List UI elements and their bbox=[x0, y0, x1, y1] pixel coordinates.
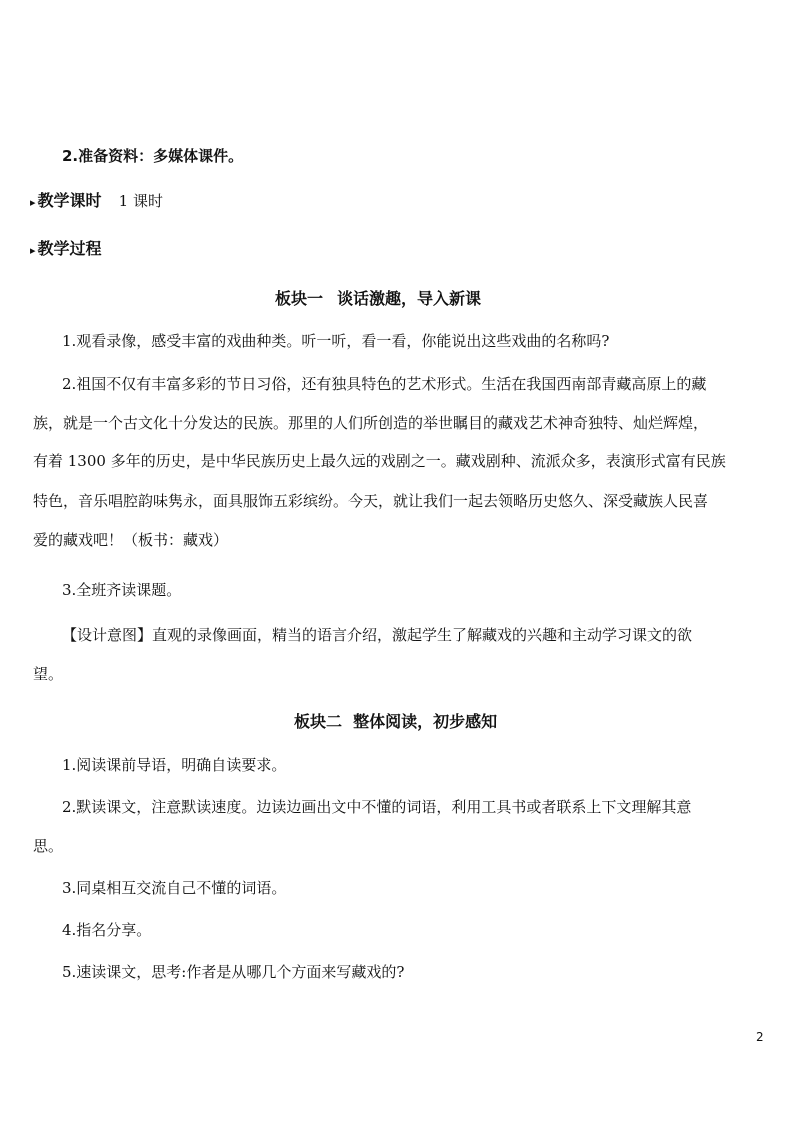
block1-paragraph-2-line-2: 族，就是一个古文化十分发达的民族。那里的人们所创造的举世瞩目的藏戏艺术神奇独特、灿烂辉煌， bbox=[33, 414, 709, 432]
prep-item-2: 2.准备资料：多媒体课件。 bbox=[62, 147, 244, 165]
block1-paragraph-2-line-5: 爱的藏戏吧！（板书：藏戏） bbox=[33, 531, 229, 549]
block1-heading-part-b: 谈话激趣，导入新课 bbox=[337, 289, 482, 308]
block1-paragraph-1: 1.观看录像，感受丰富的戏曲种类。听一听，看一看，你能说出这些戏曲的名称吗? bbox=[62, 332, 610, 350]
block1-heading-part-a: 板块一 bbox=[275, 289, 324, 308]
page-number: 2 bbox=[756, 1030, 764, 1044]
design-intent-line-2: 望。 bbox=[33, 665, 64, 683]
block2-paragraph-3: 3.同桌相互交流自己不懂的词语。 bbox=[62, 879, 287, 897]
block2-paragraph-2-line-2: 思。 bbox=[33, 837, 64, 855]
block2-heading: 板块二 整体阅读，初步感知 bbox=[294, 712, 498, 731]
block2-paragraph-5: 5.速读课文，思考:作者是从哪几个方面来写藏戏的? bbox=[62, 963, 405, 981]
block2-paragraph-4: 4.指名分享。 bbox=[62, 921, 152, 939]
block1-paragraph-2-line-1: 2.祖国不仅有丰富多彩的节日习俗，还有独具特色的艺术形式。生活在我国西南部青藏高原上的藏 bbox=[62, 375, 707, 393]
block1-paragraph-2-line-4: 特色，音乐唱腔韵味隽永，面具服饰五彩缤纷。今天，就让我们一起去领略历史悠久、深受藏族人民喜 bbox=[33, 492, 709, 510]
section-title: 教学课时 bbox=[37, 191, 102, 210]
section-teaching-period bbox=[30, 188, 163, 211]
period-value: 1 课时 bbox=[118, 192, 163, 210]
block2-paragraph-1: 1.阅读课前导语，明确自读要求。 bbox=[62, 756, 287, 774]
section-title: 教学过程 bbox=[37, 239, 102, 258]
design-intent-line-1: 【设计意图】直观的录像画面，精当的语言介绍，激起学生了解藏戏的兴趣和主动学习课文的欲 bbox=[62, 626, 693, 644]
block1-paragraph-2-line-3: 有着 1300 多年的历史，是中华民族历史上最久远的戏剧之一。藏戏剧种、流派众多，表演形式富有民族 bbox=[33, 452, 726, 470]
triangle-marker-icon: ▸ bbox=[30, 244, 36, 257]
triangle-marker-icon: ▸ bbox=[30, 196, 36, 209]
block1-heading bbox=[275, 286, 481, 309]
block1-paragraph-3: 3.全班齐读课题。 bbox=[62, 581, 182, 599]
section-teaching-process bbox=[30, 236, 102, 259]
block2-paragraph-2-line-1: 2.默读课文，注意默读速度。边读边画出文中不懂的词语，利用工具书或者联系上下文理解其意 bbox=[62, 798, 692, 816]
